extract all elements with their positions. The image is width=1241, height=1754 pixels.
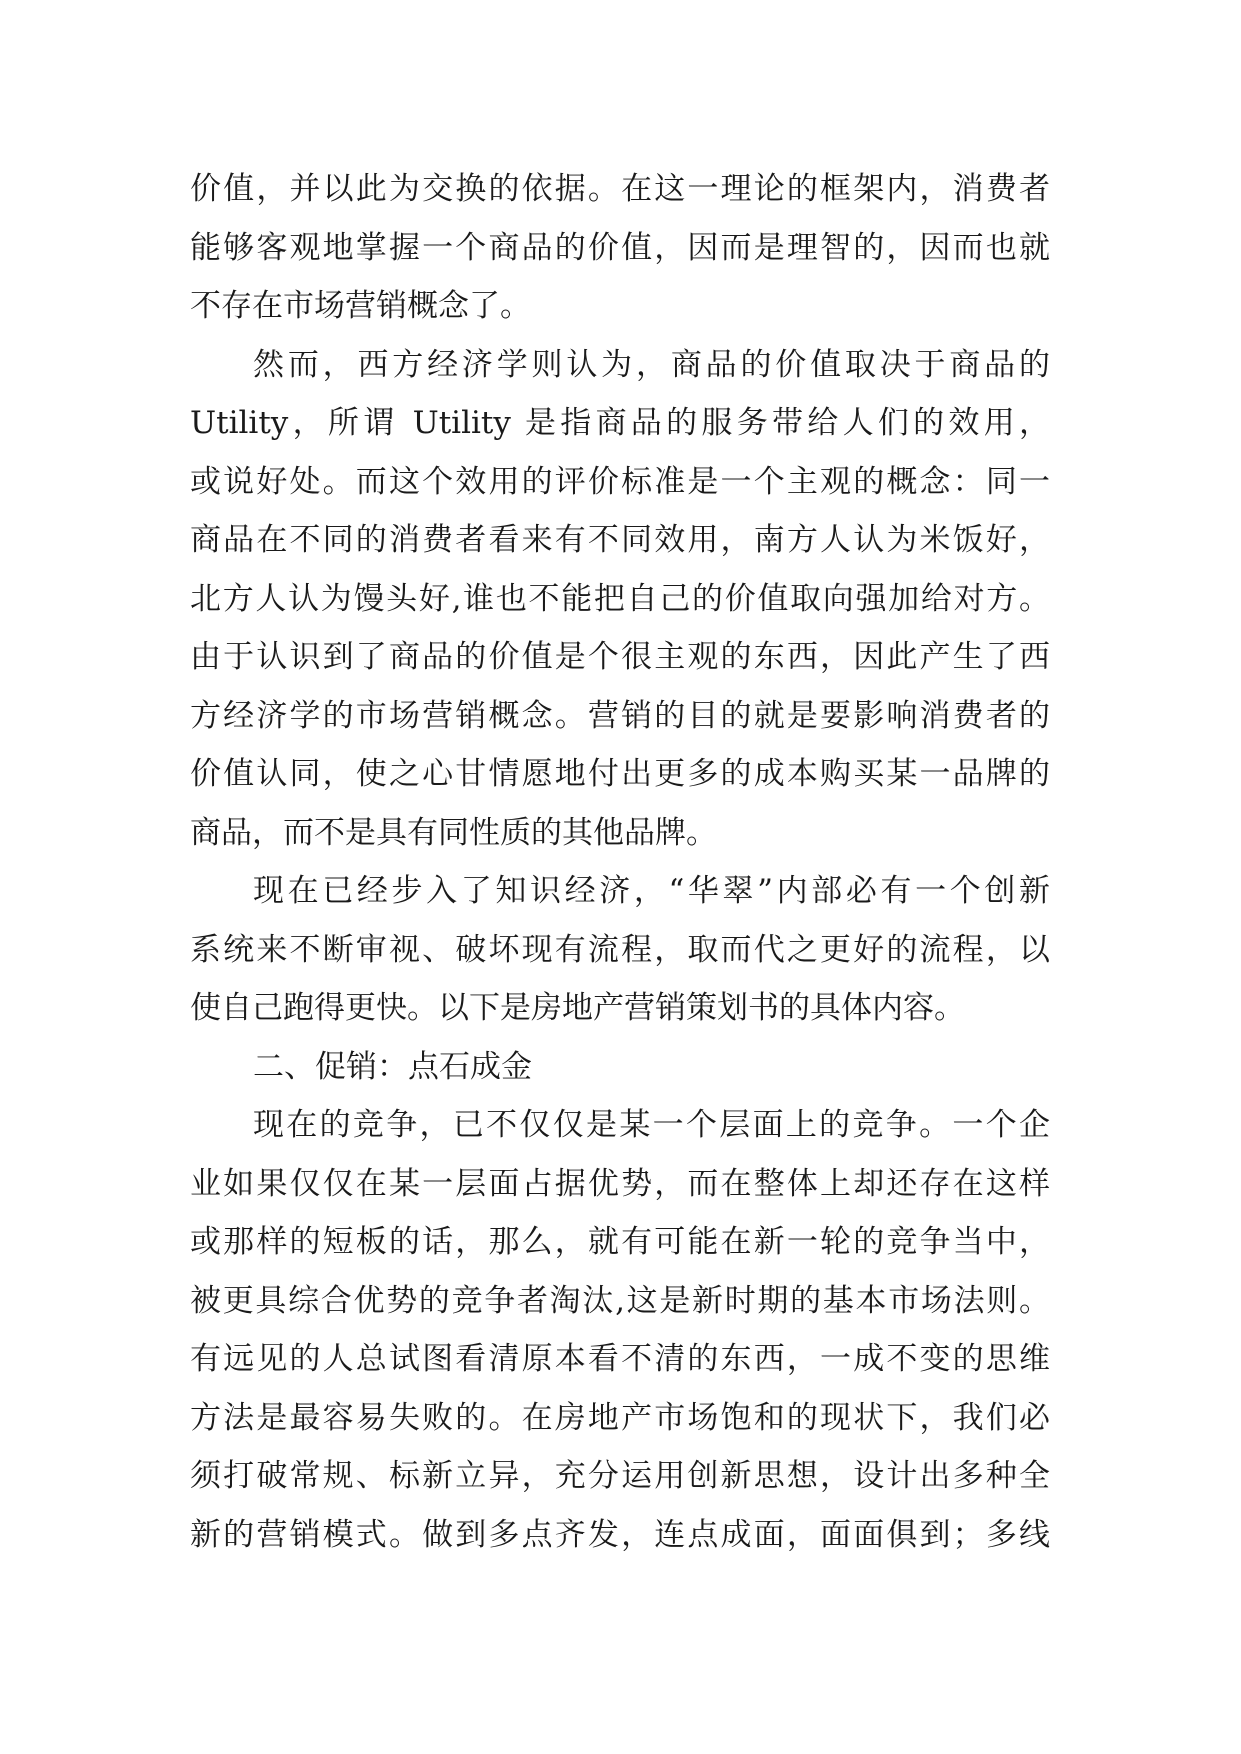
text-line: 方经济学的市场营销概念。营销的目的就是要影响消费者的 <box>190 697 1050 734</box>
text-line: 被更具综合优势的竞争者淘汰,这是新时期的基本市场法则。 <box>190 1282 1050 1319</box>
text-line: 价值认同，使之心甘情愿地付出更多的成本购买某一品牌的 <box>190 756 1050 792</box>
text-line: 商品，而不是具有同性质的其他品牌。 <box>190 814 717 851</box>
text-line: 使自己跑得更快。以下是房地产营销策划书的具体内容。 <box>190 990 965 1026</box>
text-line: 北方人认为馒头好,谁也不能把自己的价值取向强加给对方。 <box>190 580 1050 617</box>
text-line: 方法是最容易失败的。在房地产市场饱和的现状下，我们必 <box>190 1399 1050 1436</box>
text-line: 须打破常规、标新立异，充分运用创新思想，设计出多种全 <box>190 1458 1050 1494</box>
text-line: 业如果仅仅在某一层面占据优势，而在整体上却还存在这样 <box>190 1165 1050 1202</box>
text-line: 由于认识到了商品的价值是个很主观的东西，因此产生了西 <box>190 639 1050 675</box>
text-line: 不存在市场营销概念了。 <box>190 288 531 324</box>
text-line: 现在的竞争，已不仅仅是某一个层面上的竞争。一个企 <box>253 1107 1050 1143</box>
text-line: 然而，西方经济学则认为，商品的价值取决于商品的 <box>253 346 1050 383</box>
text-line: 或说好处。而这个效用的评价标准是一个主观的概念：同一 <box>190 463 1050 500</box>
text-line: 新的营销模式。做到多点齐发，连点成面，面面俱到；多线 <box>190 1516 1050 1553</box>
text-line: 系统来不断审视、破坏现有流程，取而代之更好的流程，以 <box>190 931 1050 968</box>
text-line: 二、促销：点石成金 <box>253 1048 532 1085</box>
body-text <box>190 160 1050 1564</box>
text-line: 或那样的短板的话，那么，就有可能在新一轮的竞争当中， <box>190 1224 1050 1260</box>
text-line: Utility，所谓 Utility 是指商品的服务带给人们的效用， <box>190 405 1050 441</box>
text-line: 现在已经步入了知识经济，“华翠”内部必有一个创新 <box>253 873 1050 909</box>
text-line: 价值，并以此为交换的依据。在这一理论的框架内，消费者 <box>190 171 1050 207</box>
text-line: 有远见的人总试图看清原本看不清的东西，一成不变的思维 <box>190 1341 1050 1377</box>
text-line: 商品在不同的消费者看来有不同效用，南方人认为米饭好， <box>190 522 1050 558</box>
text-line: 能够客观地掌握一个商品的价值，因而是理智的，因而也就 <box>190 229 1050 266</box>
